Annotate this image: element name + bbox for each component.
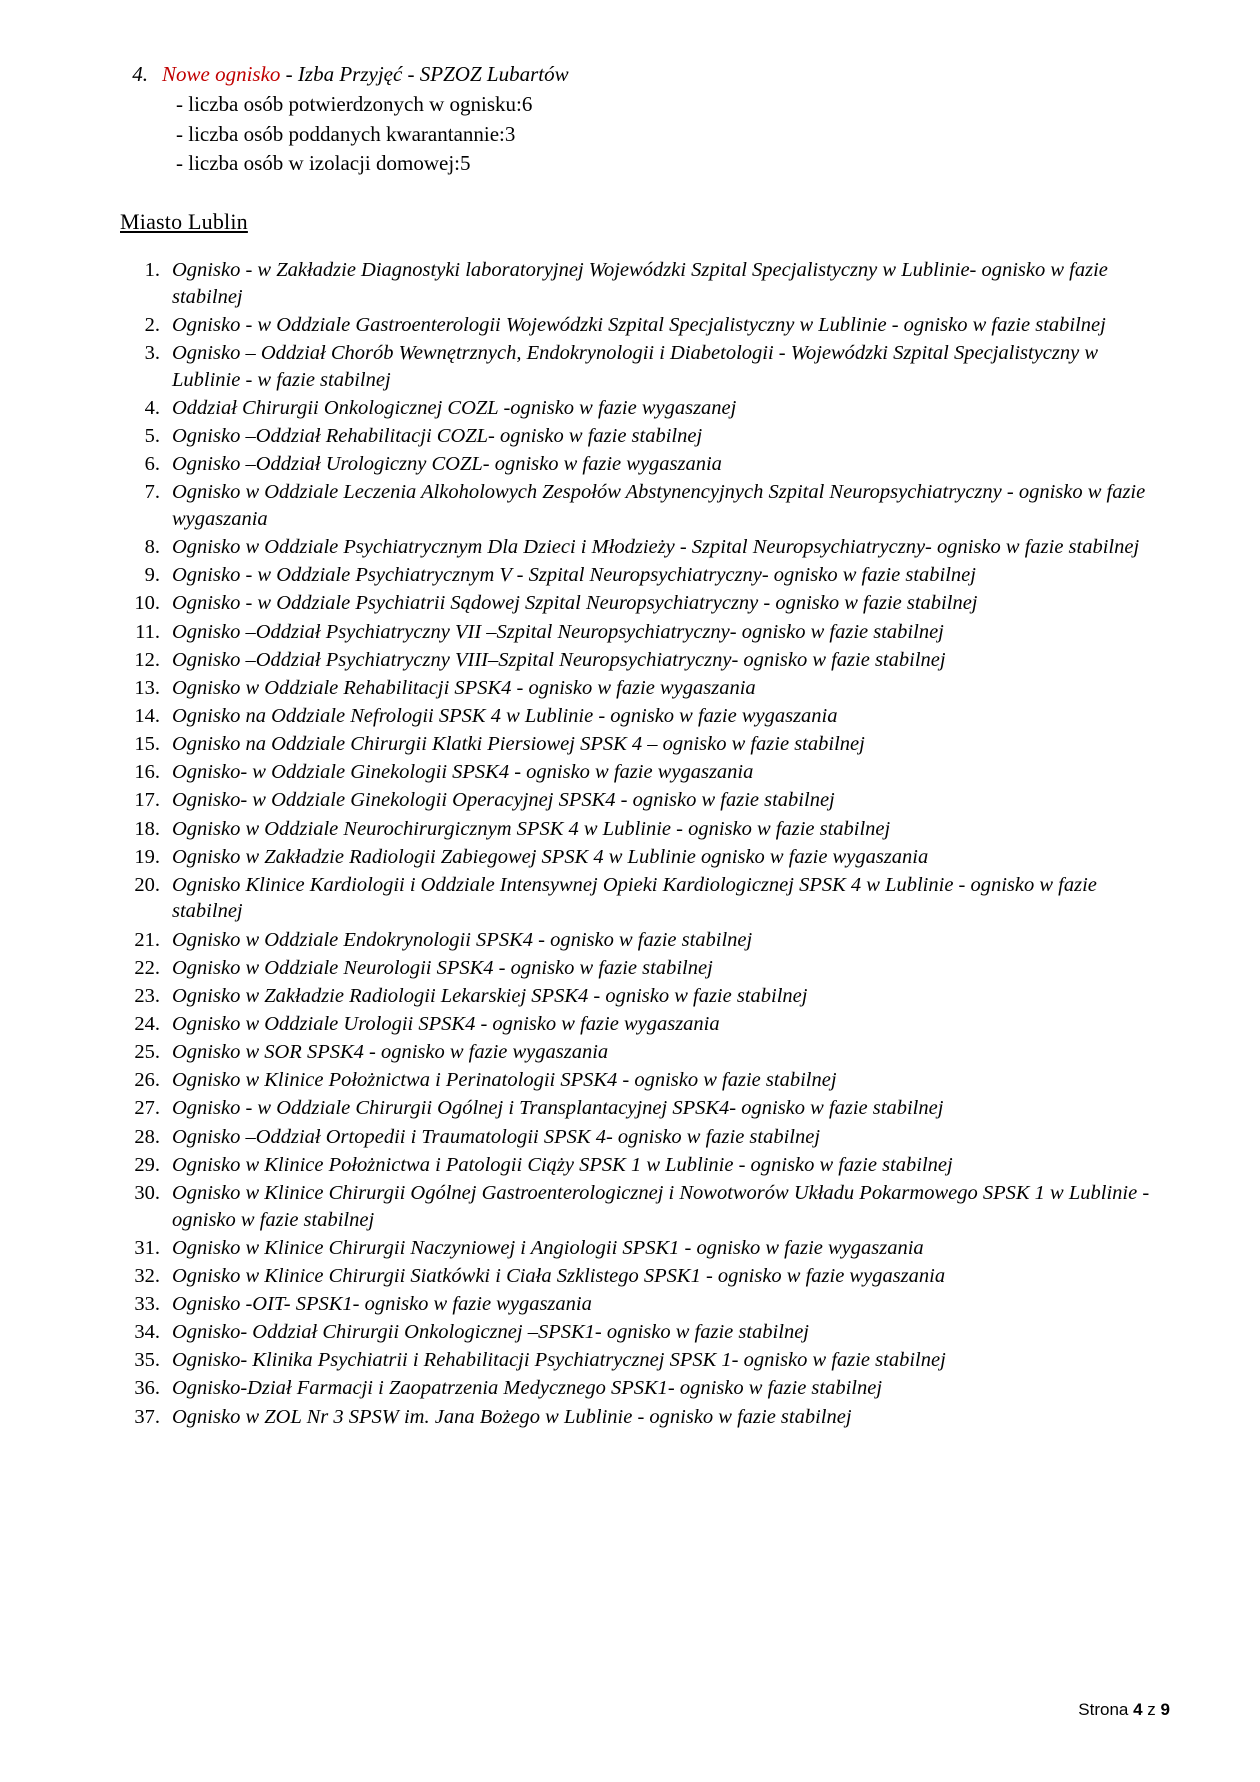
outbreak-entry-location: - Izba Przyjęć - SPZOZ Lubartów <box>285 62 569 86</box>
list-item <box>120 340 1170 393</box>
list-item <box>120 703 1170 730</box>
list-item <box>120 1375 1170 1402</box>
list-item-text: Ognisko - w Oddziale Psychiatrii Sądowej Szpital Neuropsychiatryczny - ognisko w fazie stabilnej <box>172 592 978 615</box>
list-item-text: Ognisko w Oddziale Neurologii SPSK4 - ognisko w fazie stabilnej <box>172 956 713 979</box>
outbreak-entry <box>120 60 1170 90</box>
list-item <box>120 257 1170 310</box>
page-footer <box>1078 1700 1170 1720</box>
list-item-text: Ognisko –Oddział Psychiatryczny VII –Szpital Neuropsychiatryczny- ognisko w fazie stabilnej <box>172 620 944 643</box>
list-item-text: Ognisko- w Oddziale Ginekologii SPSK4 - ognisko w fazie wygaszania <box>172 761 754 784</box>
list-item-text: Ognisko w Oddziale Rehabilitacji SPSK4 - ognisko w fazie wygaszania <box>172 676 756 699</box>
list-item-number: 20. <box>134 873 160 896</box>
list-item-text: Ognisko - w Oddziale Chirurgii Ogólnej i Transplantacyjnej SPSK4- ognisko w fazie stabilnej <box>172 1097 944 1120</box>
list-item-number: 4. <box>144 396 160 419</box>
list-item-number: 3. <box>144 342 160 365</box>
new-outbreak-highlight: Nowe ognisko <box>162 62 281 86</box>
list-item-number: 5. <box>144 425 160 448</box>
list-item <box>120 590 1170 617</box>
list-item <box>120 872 1170 925</box>
list-item-text: Ognisko w ZOL Nr 3 SPSW im. Jana Bożego w Lublinie - ognisko w fazie stabilnej <box>172 1405 852 1428</box>
list-item-number: 28. <box>134 1125 160 1148</box>
list-item <box>120 1235 1170 1262</box>
list-item-text: Ognisko w Oddziale Neurochirurgicznym SPSK 4 w Lublinie - ognisko w fazie stabilnej <box>172 817 891 840</box>
list-item <box>120 1263 1170 1290</box>
list-item-text: Ognisko- Klinika Psychiatrii i Rehabilitacji Psychiatrycznej SPSK 1- ognisko w fazie stabilnej <box>172 1349 946 1372</box>
list-item-number: 14. <box>134 705 160 727</box>
list-item-text: Ognisko –Oddział Ortopedii i Traumatologii SPSK 4- ognisko w fazie stabilnej <box>172 1125 821 1148</box>
list-item-number: 36. <box>134 1377 160 1400</box>
list-item-text: Ognisko - w Oddziale Psychiatrycznym V - Szpital Neuropsychiatryczny- ognisko w fazie stabilnej <box>172 564 976 587</box>
list-item <box>120 1404 1170 1431</box>
list-item-text: Ognisko -OIT- SPSK1- ognisko w fazie wygaszania <box>172 1292 592 1315</box>
list-item-number: 31. <box>134 1236 160 1259</box>
list-item-number: 27. <box>134 1097 160 1120</box>
list-item-number: 24. <box>134 1013 160 1036</box>
list-item <box>120 787 1170 814</box>
list-item <box>120 1291 1170 1318</box>
list-item <box>120 1011 1170 1038</box>
list-item-text: Ognisko- w Oddziale Ginekologii Operacyjnej SPSK4 - ognisko w fazie stabilnej <box>172 789 835 812</box>
list-item-number: 29. <box>134 1153 160 1176</box>
list-item <box>120 844 1170 871</box>
list-item-number: 37. <box>134 1405 160 1428</box>
list-item-text: Ognisko w Klinice Chirurgii Naczyniowej i Angiologii SPSK1 - ognisko w fazie wygaszania <box>172 1236 924 1259</box>
list-item-text: Ognisko w Oddziale Urologii SPSK4 - ognisko w fazie wygaszania <box>172 1013 720 1036</box>
list-item-number: 15. <box>134 733 160 756</box>
list-item <box>120 1095 1170 1122</box>
list-item-text: Ognisko – Oddział Chorób Wewnętrznych, Endokrynologii i Diabetologii - Wojewódzki Szpital Specjalistyczny w Lublinie - w fazie stabilnej <box>172 342 1099 391</box>
list-item-text: Ognisko –Oddział Urologiczny COZL- ognisko w fazie wygaszania <box>172 453 722 476</box>
list-item <box>120 1180 1170 1233</box>
list-item-number: 12. <box>134 648 160 671</box>
list-item-number: 11. <box>135 620 160 643</box>
list-item-number: 26. <box>134 1069 160 1092</box>
list-item-text: Ognisko Klinice Kardiologii i Oddziale Intensywnej Opieki Kardiologicznej SPSK 4 w Lublinie - ognisko w fazie stabilnej <box>172 873 1097 923</box>
list-item-number: 9. <box>144 564 160 587</box>
list-item <box>120 955 1170 982</box>
list-item <box>120 312 1170 339</box>
list-item <box>120 1067 1170 1094</box>
list-item-number: 16. <box>134 761 160 784</box>
list-item-text: Ognisko na Oddziale Nefrologii SPSK 4 w Lublinie - ognisko w fazie wygaszania <box>172 705 838 727</box>
list-item <box>120 395 1170 422</box>
outbreak-stat-line: - liczba osób potwierdzonych w ognisku:6 <box>176 91 533 116</box>
outbreak-stat-line: - liczba osób w izolacji domowej:5 <box>176 151 471 176</box>
list-item-number: 33. <box>134 1292 160 1315</box>
list-item-text: Ognisko - w Zakładzie Diagnostyki laboratoryjnej Wojewódzki Szpital Specjalistyczny w Lublinie- ognisko w fazie stabilnej <box>172 259 1108 308</box>
list-item <box>120 451 1170 478</box>
list-item-number: 22. <box>134 956 160 979</box>
list-item-text: Ognisko- Oddział Chirurgii Onkologicznej –SPSK1- ognisko w fazie stabilnej <box>172 1321 809 1344</box>
outbreak-list <box>120 257 1170 1430</box>
outbreak-entry-block <box>120 60 1170 179</box>
list-item-number: 17. <box>134 789 160 812</box>
list-item <box>120 675 1170 702</box>
list-item-number: 6. <box>144 453 160 476</box>
list-item-text: Ognisko w Klinice Położnictwa i Patologii Ciąży SPSK 1 w Lublinie - ognisko w fazie stabilnej <box>172 1153 953 1176</box>
list-item-number: 10. <box>134 592 160 615</box>
list-item <box>120 731 1170 758</box>
list-item-text: Ognisko w Klinice Chirurgii Ogólnej Gastroenterologicznej i Nowotworów Układu Pokarmowego SPSK 1 w Lublinie - ognisko w fazie stabilnej <box>172 1181 1150 1231</box>
list-item-number: 30. <box>134 1181 160 1204</box>
list-item-text: Ognisko w Oddziale Leczenia Alkoholowych Zespołów Abstynencyjnych Szpital Neuropsychiatryczny - ognisko w fazie wygaszania <box>172 481 1146 531</box>
list-item-number: 7. <box>144 481 160 504</box>
list-item <box>120 534 1170 561</box>
list-item <box>120 562 1170 589</box>
list-item <box>120 927 1170 954</box>
list-item <box>120 1152 1170 1179</box>
list-item <box>120 1124 1170 1151</box>
list-item-number: 8. <box>144 536 160 559</box>
list-item-number: 35. <box>134 1349 160 1372</box>
list-item-text: Ognisko w Zakładzie Radiologii Lekarskiej SPSK4 - ognisko w fazie stabilnej <box>172 984 808 1007</box>
footer-total-pages: 9 <box>1160 1700 1170 1719</box>
list-item-text: Ognisko-Dział Farmacji i Zaopatrzenia Medycznego SPSK1- ognisko w fazie stabilnej <box>172 1377 883 1400</box>
list-item <box>120 816 1170 843</box>
list-item-text: Ognisko w Klinice Chirurgii Siatkówki i Ciała Szklistego SPSK1 - ognisko w fazie wygaszania <box>172 1264 946 1287</box>
footer-prefix: Strona <box>1078 1700 1129 1719</box>
outbreak-entry-number: 4. <box>132 62 148 86</box>
list-item-text: Ognisko na Oddziale Chirurgii Klatki Piersiowej SPSK 4 – ognisko w fazie stabilnej <box>172 733 865 756</box>
list-item-number: 18. <box>134 817 160 840</box>
list-item-number: 32. <box>134 1264 160 1287</box>
list-item <box>120 1039 1170 1066</box>
list-item <box>120 1319 1170 1346</box>
list-item <box>120 619 1170 646</box>
section-heading-miasto-lublin: Miasto Lublin <box>120 209 248 235</box>
list-item-text: Oddział Chirurgii Onkologicznej COZL -ognisko w fazie wygaszanej <box>172 396 737 419</box>
list-item-text: Ognisko w SOR SPSK4 - ognisko w fazie wygaszania <box>172 1041 609 1064</box>
list-item-number: 19. <box>134 845 160 868</box>
list-item-number: 13. <box>134 676 160 699</box>
list-item-text: Ognisko w Oddziale Endokrynologii SPSK4 - ognisko w fazie stabilnej <box>172 928 753 951</box>
footer-middle: z <box>1147 1700 1156 1719</box>
outbreak-entry-title <box>162 60 1170 90</box>
list-item-text: Ognisko –Oddział Psychiatryczny VIII–Szpital Neuropsychiatryczny- ognisko w fazie stabilnej <box>172 648 946 671</box>
list-item <box>120 479 1170 532</box>
list-item-number: 25. <box>134 1041 160 1064</box>
list-item-text: Ognisko –Oddział Rehabilitacji COZL- ognisko w fazie stabilnej <box>172 425 703 448</box>
list-item-text: Ognisko w Zakładzie Radiologii Zabiegowej SPSK 4 w Lublinie ognisko w fazie wygaszania <box>172 845 929 868</box>
list-item-number: 1. <box>144 259 160 282</box>
list-item-text: Ognisko - w Oddziale Gastroenterologii Wojewódzki Szpital Specjalistyczny w Lublinie - ognisko w fazie stabilnej <box>172 314 1106 337</box>
footer-page-number: 4 <box>1133 1700 1143 1719</box>
outbreak-stat-line: - liczba osób poddanych kwarantannie:3 <box>176 121 516 146</box>
list-item-number: 23. <box>134 984 160 1007</box>
list-item <box>120 423 1170 450</box>
list-item <box>120 759 1170 786</box>
list-item-number: 2. <box>144 314 160 337</box>
list-item-text: Ognisko w Oddziale Psychiatrycznym Dla Dzieci i Młodzieży - Szpital Neuropsychiatryczny- ognisko w fazie stabilnej <box>172 536 1140 559</box>
list-item-number: 21. <box>134 928 160 951</box>
list-item-text: Ognisko w Klinice Położnictwa i Perinatologii SPSK4 - ognisko w fazie stabilnej <box>172 1069 837 1092</box>
list-item <box>120 647 1170 674</box>
list-item-number: 34. <box>134 1321 160 1344</box>
list-item <box>120 983 1170 1010</box>
list-item <box>120 1347 1170 1374</box>
